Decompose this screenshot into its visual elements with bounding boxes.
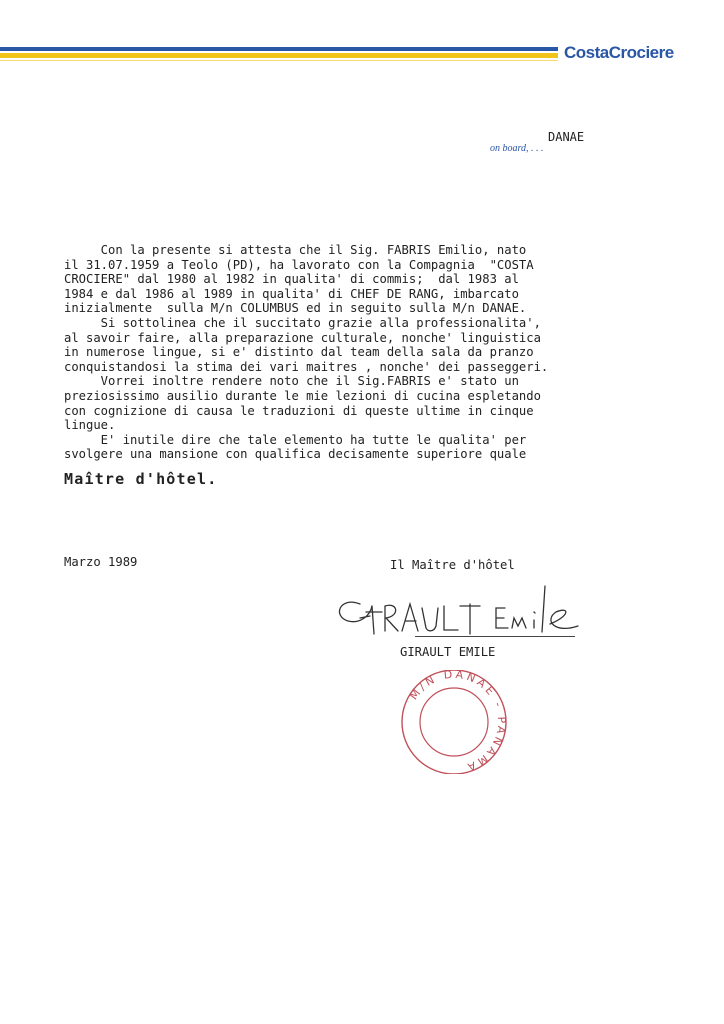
letter-body-line: conquistandosi la stima dei vari maitres , nonche' dei passeggeri. — [64, 359, 549, 374]
letter-body-line: svolgere una mansione con qualifica decisamente superiore quale — [64, 447, 527, 462]
stamp-icon — [395, 670, 513, 774]
signer-name: GIRAULT EMILE — [400, 645, 496, 659]
brand-logo: CostaCrociere — [564, 43, 674, 62]
signer-title: Il Maître d'hôtel — [390, 558, 515, 572]
letter-body-line: Vorrei inoltre rendere noto che il Sig.FABRIS e' stato un — [64, 374, 519, 389]
letter-body-line: E' inutile dire che tale elemento ha tutte le qualita' per — [64, 432, 527, 447]
letter-body-line: inizialmente sulla M/n COLUMBUS ed in seguito sulla M/n DANAE. — [64, 301, 527, 316]
signature-underline — [415, 636, 575, 637]
header-band-blue — [0, 47, 558, 51]
header-band-yellow — [0, 53, 558, 58]
letter-body-line: 1984 e dal 1986 al 1989 in qualita' di CHEF DE RANG, imbarcato — [64, 286, 519, 301]
ship-name: DANAE — [548, 130, 585, 144]
handwritten-signature — [330, 576, 630, 650]
letter-body-line: CROCIERE" dal 1980 al 1982 in qualita' di commis; dal 1983 al — [64, 272, 519, 287]
letter-date: Marzo 1989 — [64, 555, 138, 569]
header-band-thin — [0, 60, 558, 61]
letter-body-line: al savoir faire, alla preparazione culturale, nonche' linguistica — [64, 330, 541, 345]
letter-body-line: Con la presente si attesta che il Sig. FABRIS Emilio, nato — [64, 243, 527, 257]
on-board-label: on board, . . . — [490, 143, 544, 154]
letter-body-line: preziosissimo ausilio durante le mie lezioni di cucina espletando — [64, 388, 541, 403]
letter-body-line: in numerose lingue, si e' distinto dal team della sala da pranzo — [64, 345, 534, 360]
letter-body — [64, 243, 686, 462]
letter-body-line: con cognizione di causa le traduzioni di queste ultime in cinque — [64, 403, 534, 418]
svg-text:M/N DANAE - PANAMA: M/N DANAE - PANAMA — [407, 670, 509, 774]
letter-body-line: lingue. — [64, 418, 116, 433]
ship-stamp — [395, 670, 513, 778]
letter-body-line: Si sottolinea che il succitato grazie alla professionalita', — [64, 315, 541, 330]
closing-title: Maître d'hôtel. — [64, 470, 218, 488]
letter-body-line: il 31.07.1959 a Teolo (PD), ha lavorato con la Compagnia "COSTA — [64, 257, 534, 272]
